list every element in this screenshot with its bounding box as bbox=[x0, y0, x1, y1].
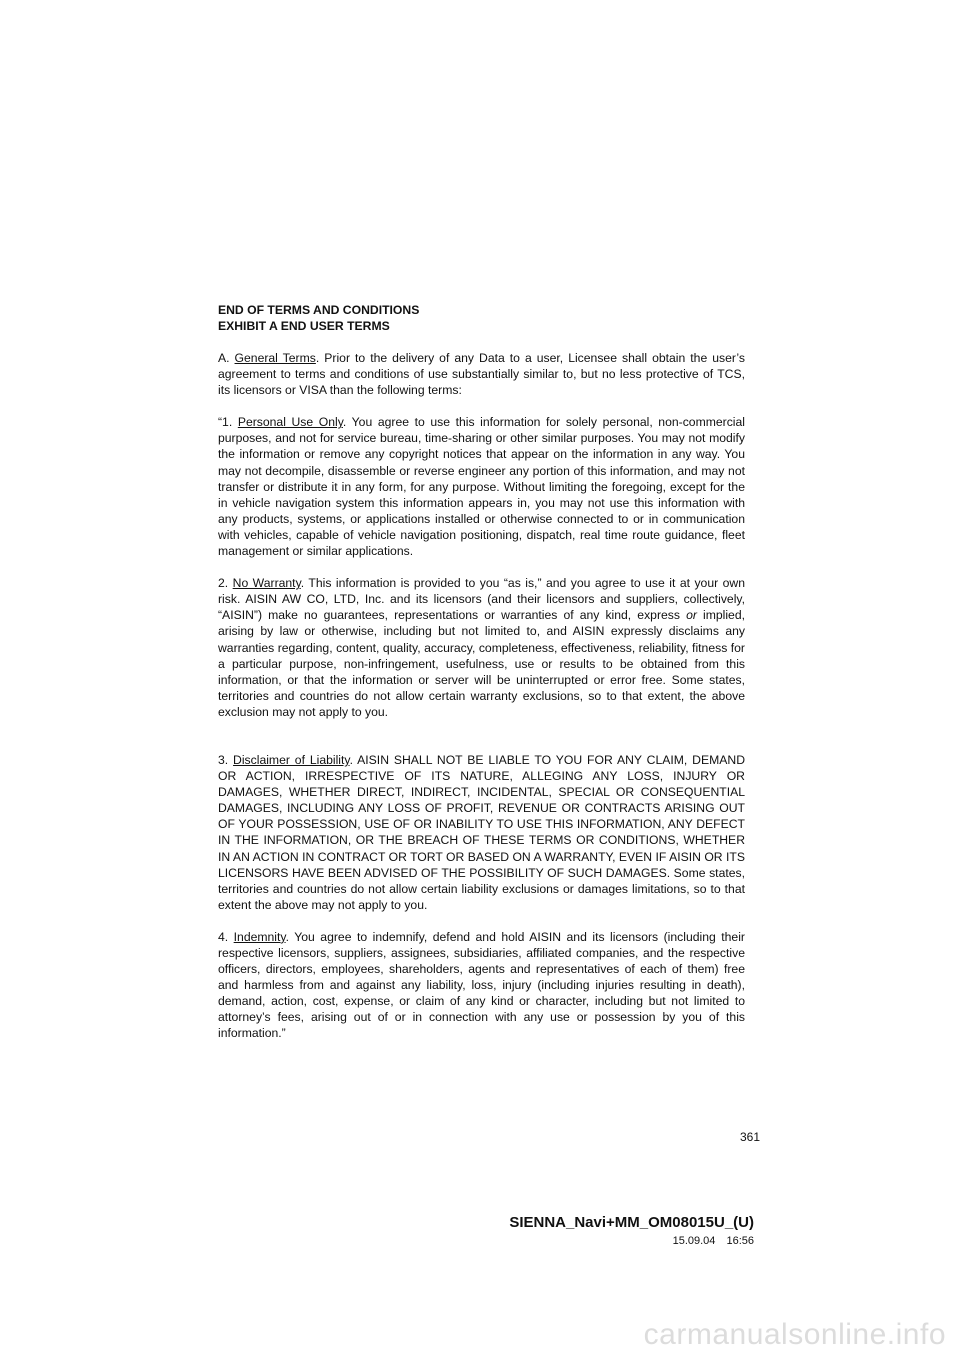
paragraph-body: . You agree to indemnify, defend and hold AISIN and its licensors (including their respective licensors, suppliers, assignees, subsidiaries, affiliated companies, and the respective officers, directors, employees, shareholders, agents and representatives of each of them) free and harmless from and against any liability, loss, injury (including injuries resulting in death), demand, action, cost, expense, or claim of any kind or character, including but not limited to attorney’s fees, arising out of or in connection with any use or possession by you of this information.” bbox=[218, 929, 745, 1041]
paragraph-body: . This information is provided to you “as is,” and you agree to use it at your own risk. AISIN AW CO, LTD, Inc. and its licensors (and their licensors and suppliers, collectively, “AISIN”) make no guarantees, representations or warranties of any kind, express bbox=[218, 576, 745, 623]
paragraph-body-continued: implied, arising by law or otherwise, including but not limited to, and AISIN expressly disclaims any warranties regarding, content, quality, accuracy, completeness, effectiveness, reliability, fitness for a particular purpose, non-infringement, usefulness, use or results to be obtained from this information, or that the information or server will be uninterrupted or error free. Some states, territories and countries do not allow certain warranty exclusions, so to that extent, the above exclusion may not apply to you. bbox=[218, 608, 745, 719]
paragraph-disclaimer bbox=[218, 752, 745, 913]
paragraph-body: . AISIN SHALL NOT BE LIABLE TO YOU FOR ANY CLAIM, DEMAND OR ACTION, IRRESPECTIVE OF ITS NATURE, ALLEGING ANY LOSS, INJURY OR DAMAGES, WHETHER DIRECT, INDIRECT, INCIDENTAL, SPECIAL OR CONSEQUENTIAL DAMAGES, INCLUDING ANY LOSS OF PROFIT, REVENUE OR CONTRACTS ARISING OUT OF YOUR POSSESSION, USE OF OR INABILITY TO USE THIS INFORMATION, ANY DEFECT IN THE INFORMATION, OR THE BREACH OF THESE TERMS OR CONDITIONS, WHETHER IN AN ACTION IN CONTRACT OR TORT OR BASED ON A WARRANTY, EVEN IF AISIN OR ITS LICENSORS HAVE BEEN ADVISED OF THE POSSIBILITY OF SUCH DAMAGES. Some states, territories and countries do not allow certain liability exclusions or damages limitations, so to that extent the above may not apply to you. bbox=[218, 752, 745, 912]
section-headings bbox=[218, 302, 745, 334]
paragraph-title: Disclaimer of Liability bbox=[233, 752, 350, 767]
paragraph-prefix: “1. bbox=[218, 415, 238, 430]
paragraph-prefix: A. bbox=[218, 351, 235, 365]
paragraph-personal-use bbox=[218, 414, 745, 559]
paragraph-body: . You agree to use this information for solely personal, non-commercial purposes, and not for service bureau, time-sharing or other similar purposes. You may not modify the information or remove any copyright notices that appear on the information in any way. You may not decompile, disassemble or reverse engineer any portion of this information, and may not transfer or distribute it in any form, for any purpose. Without limiting the foregoing, except for the in vehicle navigation system this information appears in, you may not use this information with any products, systems, or applications installed or otherwise connected to or in communication with vehicles, capable of vehicle navigation positioning, dispatch, real time route guidance, fleet management or similar applications. bbox=[218, 415, 745, 559]
paragraph-title: No Warranty bbox=[232, 576, 301, 591]
heading-exhibit-a: EXHIBIT A END USER TERMS bbox=[218, 319, 390, 333]
paragraph-indemnity bbox=[218, 929, 745, 1042]
paragraph-title: Personal Use Only bbox=[237, 415, 343, 430]
paragraph-prefix: 4. bbox=[218, 929, 234, 944]
paragraph-prefix: 3. bbox=[218, 752, 234, 767]
heading-end-of-terms: END OF TERMS AND CONDITIONS bbox=[218, 303, 420, 317]
paragraph-general-terms bbox=[218, 350, 745, 398]
page-number: 361 bbox=[739, 1130, 760, 1144]
document-id: SIENNA_Navi+MM_OM08015U_(U) bbox=[509, 1214, 754, 1231]
site-watermark: carmanualsonline.info bbox=[643, 1318, 946, 1351]
document-timestamp: 15.09.04 16:56 bbox=[672, 1235, 754, 1247]
document-body bbox=[218, 302, 745, 1058]
paragraph-no-warranty bbox=[218, 575, 745, 720]
paragraph-title: Indemnity bbox=[233, 929, 286, 944]
paragraph-italic-word: or bbox=[686, 608, 697, 623]
paragraph-title: General Terms bbox=[234, 351, 316, 365]
paragraph-body: . Prior to the delivery of any Data to a user, Licensee shall obtain the user’s agreement to terms and conditions of use substantially similar to, but no less protective of TCS, its licensors or VISA than the following terms: bbox=[218, 351, 745, 398]
paragraph-prefix: 2. bbox=[218, 576, 233, 591]
